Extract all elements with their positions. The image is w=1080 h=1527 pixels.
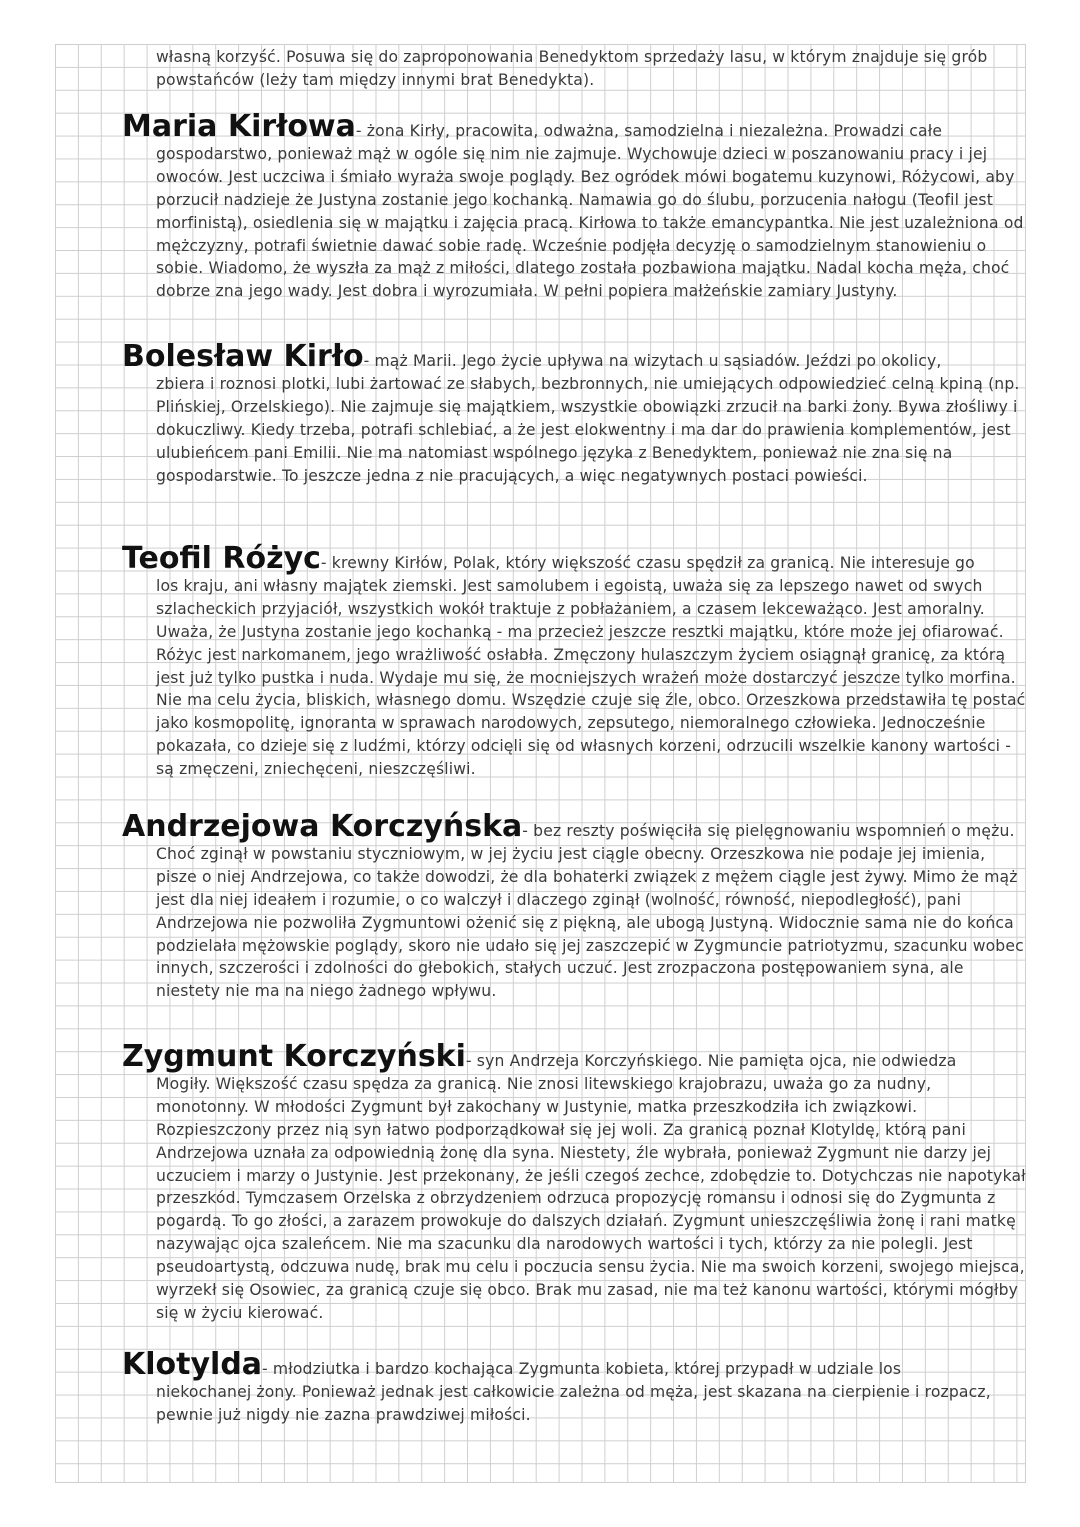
character-name: Bolesław Kirło — [122, 339, 364, 374]
character-description: los kraju, ani własny majątek ziemski. Jest samolubem i egoistą, uważa się za lepszego nawet od swych szlacheckich przyjaciół, wszystkich wokół traktuje z pobłażaniem, a czasem lekceważąco. Jest amoralny. Uważa, że Justyna zostanie jego kochanką - ma przecież jeszcze resztki majątku, które może jej ofiarować. Różyc jest narkomanem, jego wrażliwość osłabła. Zmęczony hulaszczym życiem osiągnął granicę, za którą jest już tylko pustka i nuda. Wydaje mu się, że mocniejszych wrażeń może dostarczyć jeszcze tylko morfina. Nie ma celu życia, bliskich, własnego domu. Wszędzie czuje się źle, obco. Orzeszkowa przedstawiła tę postać jako kosmopolitę, ignoranta w sprawach narodowych, zepsutego, niemoralnego człowieka. Jednocześnie pokazała, co dzieje się z ludźmi, którzy odcięli się od własnych korzeni, odrzucili wszelkie kanony wartości - są zmęczeni, zniechęceni, nieszczęśliwi. — [156, 576, 1026, 779]
character-description: niekochanej żony. Ponieważ jednak jest całkowicie zależna od męża, jest skazana na cierpienie i rozpacz, pewnie już nigdy nie zazna prawdziwej miłości. — [156, 1382, 991, 1424]
character-intro: - młodziutka i bardzo kochająca Zygmunta kobieta, której przypadł w udziale los — [262, 1360, 902, 1378]
character-first-line — [122, 339, 1027, 374]
intro-paragraph: własną korzyść. Posuwa się do zaproponowania Benedyktom sprzedaży lasu, w którym znajduje się grób powstańców (leży tam między innymi brat Benedykta). — [156, 48, 988, 89]
character-first-line — [122, 541, 1027, 576]
character-name: Maria Kirłowa — [122, 109, 356, 144]
character-maria-kirlowa — [122, 109, 1027, 303]
character-name: Andrzejowa Korczyńska — [122, 809, 523, 844]
character-description: zbiera i roznosi plotki, lubi żartować ze słabych, bezbronnych, nie umiejących odpowiedzieć celną kpiną (np. Plińskiej, Orzelskiego). Nie zajmuje się majątkiem, wszystkie obowiązki zrzucił na barki żony. Bywa złośliwy i dokuczliwy. Kiedy trzeba, potrafi schlebiać, a że jest elokwentny i ma dar do prawienia komplementów, jest ulubieńcem pani Emilii. Nie ma natomiast wspólnego języka z Benedyktem, ponieważ nie zna się na gospodarstwie. To jeszcze jedna z nie pracujących, a więc negatywnych postaci powieści. — [156, 374, 1020, 485]
character-first-line — [122, 1039, 1027, 1074]
character-name: Klotylda — [122, 1347, 263, 1382]
character-name: Teofil Różyc — [122, 541, 321, 576]
character-boleslaw-kirlo — [122, 339, 1027, 487]
character-first-line — [122, 809, 1027, 844]
character-intro: - krewny Kirłów, Polak, który większość czasu spędził za granicą. Nie interesuje go — [320, 554, 975, 572]
character-intro: - syn Andrzeja Korczyńskiego. Nie pamięta ojca, nie odwiedza — [465, 1052, 957, 1070]
character-first-line — [122, 1347, 1027, 1382]
character-first-line — [122, 109, 1027, 144]
character-intro: - mąż Marii. Jego życie upływa na wizytach u sąsiadów. Jeździ po okolicy, — [363, 352, 942, 370]
character-klotylda — [122, 1347, 1027, 1427]
character-description: Choć zginął w powstaniu styczniowym, w jej życiu jest ciągle obecny. Orzeszkowa nie podaje jej imienia, pisze o niej Andrzejowa, co także dowodzi, że dla bohaterki związek z mężem ciągle jest żywy. Mimo że mąż jest dla niej ideałem i rozumie, o co walczył i dlaczego zginął (wolność, równość, niepodległość), pani Andrzejowa nie pozwoliła Zygmuntowi ożenić się z piękną, ale ubogą Justyną. Widocznie sama nie do końca podzielała mężowskie poglądy, skoro nie udało się jej zaszczepić w Zygmuncie patriotyzmu, szacunku wobec innych, szczerości i zdolności do głebokich, stałych uczuć. Jest zrozpaczona postępowaniem syna, ale niestety nie ma na niego żadnego wpływu. — [156, 844, 1024, 1001]
character-intro: - żona Kirły, pracowita, odważna, samodzielna i niezależna. Prowadzi całe — [355, 122, 943, 140]
character-name: Zygmunt Korczyński — [122, 1039, 466, 1074]
character-zygmunt-korczynski — [122, 1039, 1027, 1325]
character-description: Mogiły. Większość czasu spędza za granicą. Nie znosi litewskiego krajobrazu, uważa go za nudny, monotonny. W młodości Zygmunt był zakochany w Justynie, matka przeszkodziła ich związkowi. Rozpieszczony przez nią syn łatwo podporządkował się jej woli. Za granicą poznał Klotyldę, którą pani Andrzejowa uznała za odpowiednią żonę dla syna. Niestety, źle wybrała, ponieważ Zygmunt nie darzy jej uczuciem i marzy o Justynie. Jest przekonany, że jeśli czegoś zechce, zdobędzie to. Dotychczas nie napotykał przeszkód. Tymczasem Orzelska z obrzydzeniem odrzuca propozycję romansu i odnosi się do Zygmunta z pogardą. To go złości, a zarazem prowokuje do dalszych działań. Zygmunt unieszczęśliwia żonę i rani matkę nazywając ojca szaleńcem. Nie ma szacunku dla narodowych wartości i tych, którzy za nie polegli. Jest pseudoartystą, odczuwa nudę, brak mu celu i poczucia sensu życia. Nie ma swoich korzeni, swojego miejsca, wyrzekł się Osowiec, za granicą czuje się obco. Brak mu zasad, nie ma też kanonu wartości, którymi mógłby się w życiu kierować. — [156, 1074, 1026, 1322]
character-teofil-rozyc — [122, 541, 1027, 781]
character-intro: - bez reszty poświęciła się pielęgnowaniu wspomnień o mężu. — [522, 822, 1015, 840]
character-description: gospodarstwo, ponieważ mąż w ogóle się nim nie zajmuje. Wychowuje dzieci w poszanowaniu pracy i jej owoców. Jest uczciwa i śmiało wyraża swoje poglądy. Bez ogródek mówi bogatemu kuzynowi, Różycowi, aby porzucił nadzieje że Justyna zostanie jego kochanką. Namawia go do ślubu, porzucenia nałogu (Teofil jest morfinistą), osiedlenia się w majątku i zajęcia pracą. Kirłowa to także emancypantka. Nie jest uzależniona od mężczyzny, potrafi świetnie dawać sobie radę. Wcześnie podjęła decyzję o samodzielnym stanowieniu o sobie. Wiadomo, że wyszła za mąż z miłości, dlatego została pozbawiona majątku. Nadal kocha męża, choć dobrze zna jego wady. Jest dobra i wyrozumiała. W pełni popiera małżeńskie zamiary Justyny. — [156, 144, 1024, 301]
character-andrzejowa-korczynska — [122, 809, 1027, 1003]
